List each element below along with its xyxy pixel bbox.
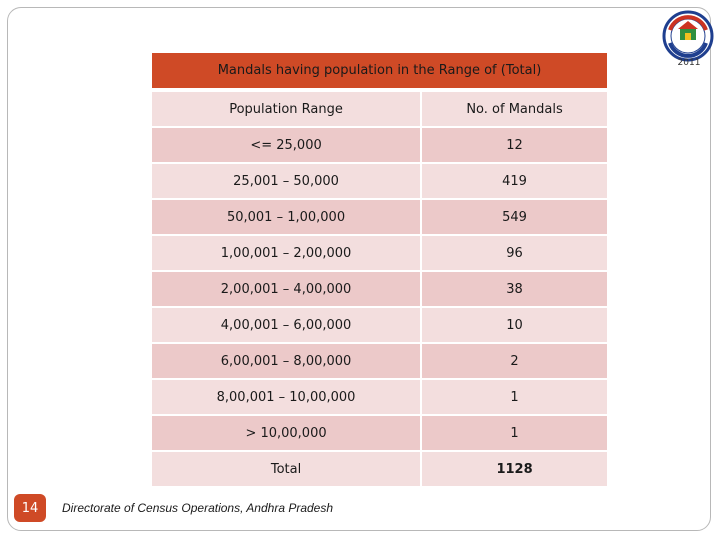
count-cell: 1 [422,414,607,450]
table-row [152,234,607,270]
table-row [152,198,607,234]
logo-year: 2011 [677,58,701,68]
table-row [152,306,607,342]
table-row [152,414,607,450]
range-cell: 6,00,001 – 8,00,000 [152,342,422,378]
table-row [152,342,607,378]
table-row [152,378,607,414]
count-cell: 419 [422,162,607,198]
total-label: Total [152,450,422,486]
count-cell: 549 [422,198,607,234]
count-cell: 1 [422,378,607,414]
count-cell: 2 [422,342,607,378]
page-number-badge: 14 [14,494,46,522]
column-header-population-range: Population Range [152,90,422,126]
footer-text: Directorate of Census Operations, Andhra Pradesh [62,501,334,515]
total-row [152,450,607,486]
range-cell: 8,00,001 – 10,00,000 [152,378,422,414]
range-cell: 50,001 – 1,00,000 [152,198,422,234]
count-cell: 12 [422,126,607,162]
range-cell: 1,00,001 – 2,00,000 [152,234,422,270]
range-cell: > 10,00,000 [152,414,422,450]
range-cell: <= 25,000 [152,126,422,162]
count-cell: 38 [422,270,607,306]
range-cell: 2,00,001 – 4,00,000 [152,270,422,306]
table-row [152,162,607,198]
table-row [152,126,607,162]
mandal-population-table [152,53,607,486]
count-cell: 10 [422,306,607,342]
table-title: Mandals having population in the Range of (Total) [152,53,607,90]
total-value: 1128 [422,450,607,486]
table-row [152,270,607,306]
range-cell: 4,00,001 – 6,00,000 [152,306,422,342]
column-header-mandal-count: No. of Mandals [422,90,607,126]
count-cell: 96 [422,234,607,270]
range-cell: 25,001 – 50,000 [152,162,422,198]
